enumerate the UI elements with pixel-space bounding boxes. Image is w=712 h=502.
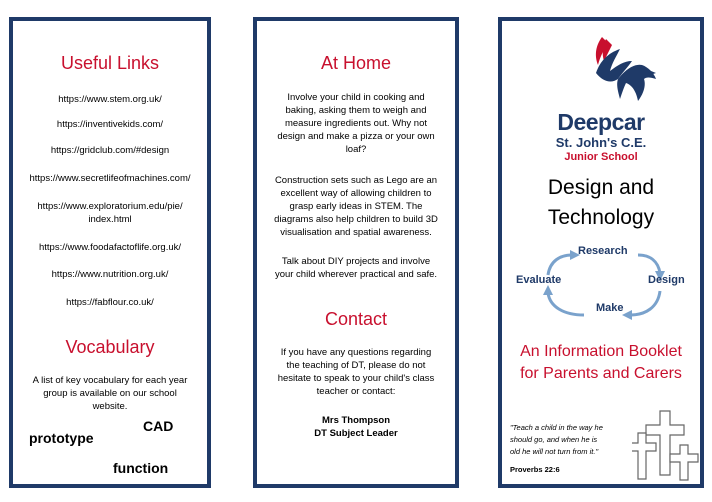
panel-cover [498,17,704,488]
subtitle-line1: An Information Booklet [520,343,682,360]
cycle-evaluate: Evaluate [516,274,562,286]
bible-quote [510,422,640,458]
cycle-arrow-make-evaluate [548,293,584,315]
vocabulary-text-2: group is available on our school [43,388,177,399]
link-exploratorium-cont[interactable]: index.html [88,214,132,225]
vocabulary-text-3: website. [92,401,128,412]
link-nutrition[interactable]: https://www.nutrition.org.uk/ [51,269,169,280]
at-home-heading: At Home [320,53,392,73]
vocab-word-prototype: prototype [29,430,94,446]
panel-at-home [253,17,459,488]
contact-text-3: hesitate to speak to your child's class [277,373,435,384]
at-home-p2-line1: Construction sets such as Lego are an [274,175,438,186]
contact-heading: Contact [324,309,388,329]
link-secretlifeofmachines[interactable]: https://www.secretlifeofmachines.com/ [29,173,191,184]
cycle-arrow-research-design [638,255,660,273]
link-gridclub[interactable]: https://gridclub.com/#design [50,145,170,156]
panel-useful-links [9,17,211,488]
at-home-p1-line5: loaf? [345,144,367,155]
link-fabflour[interactable]: https://fabflour.co.uk/ [66,297,154,308]
contact-text-1: If you have any questions regarding [280,347,432,358]
cycle-design: Design [648,274,685,286]
cycle-arrow-evaluate-research [548,255,572,275]
link-inventivekids[interactable]: https://inventivekids.com/ [56,119,164,130]
school-name-line1: Deepcar [557,109,645,135]
at-home-p3-line2: your child wherever practical and safe. [274,269,438,280]
title-line1: Design and [547,176,655,199]
cycle-research: Research [578,245,628,257]
eagle-logo-icon [582,31,662,113]
at-home-p2-line5: visualisation and spatial awareness. [280,227,432,238]
link-foodafactoflife[interactable]: https://www.foodafactoflife.org.uk/ [38,242,182,253]
title-line2: Technology [547,206,655,229]
useful-links-heading: Useful Links [60,53,160,73]
at-home-p2-line3: grasp early ideas in STEM. The [289,201,423,212]
vocabulary-text-1: A list of key vocabulary for each year [32,375,188,386]
school-name-line3: Junior School [564,151,638,163]
design-cycle-diagram [512,245,692,329]
vocabulary-heading: Vocabulary [65,337,155,357]
vocab-word-function: function [113,460,169,476]
arrowhead-evaluate-icon [543,285,553,295]
contact-text-2: the teaching of DT, please do not [286,360,426,371]
at-home-p1-line4: design and make a pizza or your own [277,131,435,142]
at-home-p1-line1: Involve your child in cooking and [287,92,425,103]
school-name-line2: St. John's C.E. [555,135,647,150]
at-home-p3-line1: Talk about DIY projects and involve [281,256,431,267]
cycle-arrow-design-make [630,291,660,315]
contact-role: DT Subject Leader [314,428,398,439]
at-home-p1-line2: baking, asking them to weigh and [285,105,427,116]
crosses-icon [632,409,700,481]
link-exploratorium[interactable]: https://www.exploratorium.edu/pie/ [37,201,183,212]
quote-line1: "Teach a child in the way he [510,423,603,432]
at-home-p2-line4: diagrams also help children to build 3D [274,214,438,225]
contact-name: Mrs Thompson [321,415,391,426]
link-stem[interactable]: https://www.stem.org.uk/ [58,94,162,105]
quote-reference: Proverbs 22:6 [510,465,560,474]
at-home-p2-line2: excellent way of allowing children to [280,188,432,199]
vocab-word-cad: CAD [143,418,174,434]
cycle-make: Make [596,302,624,314]
quote-line3: old he will not turn from it." [510,447,599,456]
at-home-p1-line3: measure ingredients out. Why not [284,118,428,129]
quote-line2: should go, and when he is [510,435,598,444]
subtitle-line2: for Parents and Carers [520,365,682,382]
contact-text-4: teacher or contact: [316,386,396,397]
